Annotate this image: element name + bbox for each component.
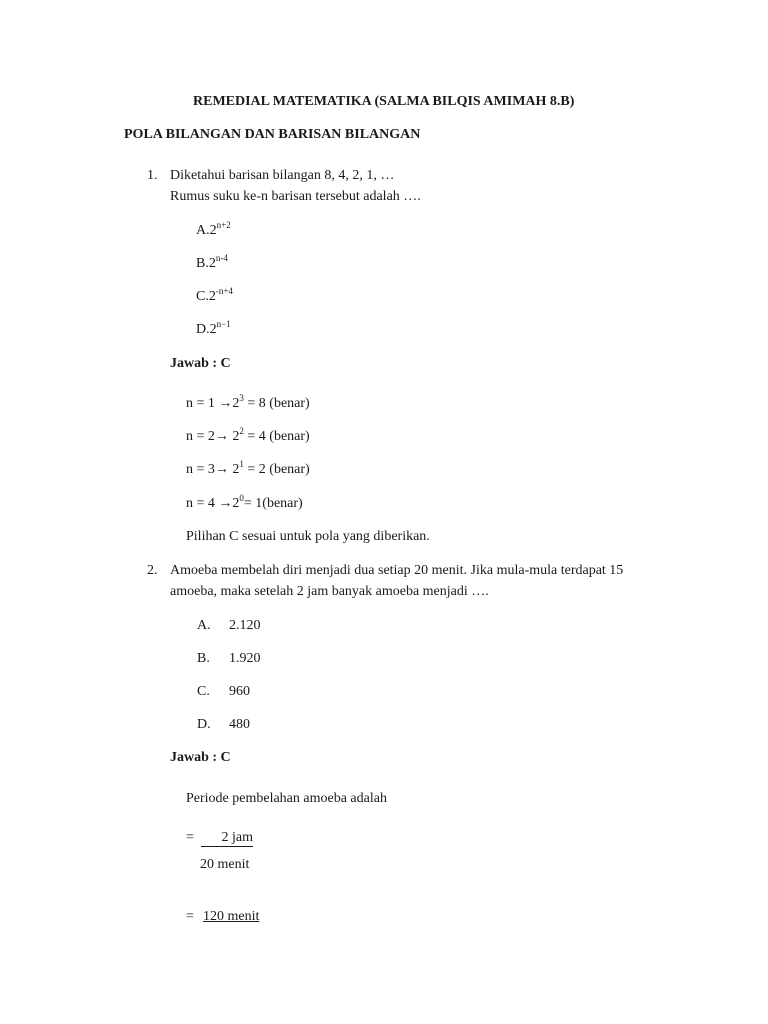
equals-sign: = — [186, 830, 194, 845]
step-prefix: n = 1 →2 — [186, 396, 240, 411]
option-value: 960 — [229, 684, 250, 699]
fraction-numerator: 2 jam — [201, 829, 253, 847]
fraction-denominator: 20 menit — [200, 857, 250, 872]
solution-conclusion: Pilihan C sesuai untuk pola yang diberikan. — [186, 529, 430, 544]
option-a — [196, 222, 231, 240]
step-prefix: n = 2→ 2 — [186, 429, 240, 444]
step-result: = 1(benar) — [243, 496, 303, 511]
option-d — [196, 321, 231, 339]
solution-text: Periode pembelahan amoeba adalah — [186, 791, 387, 806]
question-number: 2. — [147, 563, 158, 578]
equals-sign: = — [186, 909, 194, 924]
option-value: 1.920 — [229, 651, 261, 666]
question-text-line-1: Amoeba membelah diri menjadi dua setiap 20 menit. Jika mula-mula terdapat 15 — [170, 563, 624, 578]
option-exponent: n+2 — [216, 220, 231, 230]
option-label: D. — [197, 717, 211, 732]
section-heading: POLA BILANGAN DAN BARISAN BILANGAN — [124, 127, 421, 142]
question-text-line-2: Rumus suku ke-n barisan tersebut adalah …. — [170, 189, 421, 204]
solution-step-2 — [186, 428, 310, 446]
step-exponent: 1 — [239, 459, 244, 469]
answer-label: Jawab : C — [170, 356, 231, 371]
option-base: 2 — [209, 223, 217, 238]
option-value: 2.120 — [229, 618, 261, 633]
option-label: D. — [196, 322, 210, 337]
option-exponent: n-4 — [215, 253, 228, 263]
solution-step-3 — [186, 461, 310, 479]
step-result: = 2 (benar) — [243, 462, 310, 477]
step-exponent: 3 — [239, 393, 244, 403]
step-prefix: n = 4 →2 — [186, 496, 240, 511]
question-text-line-1: Diketahui barisan bilangan 8, 4, 2, 1, … — [170, 168, 395, 183]
question-text-line-2: amoeba, maka setelah 2 jam banyak amoeba menjadi …. — [170, 584, 489, 599]
option-label: A. — [197, 618, 211, 633]
option-base: 2 — [209, 322, 217, 337]
solution-step-4 — [186, 495, 303, 513]
option-label: B. — [197, 651, 210, 666]
step-result: = 8 (benar) — [243, 396, 310, 411]
step-exponent: 0 — [239, 493, 244, 503]
option-base: 2 — [208, 256, 216, 271]
option-label: C. — [196, 289, 209, 304]
question-number: 1. — [147, 168, 158, 183]
solution-step-1 — [186, 395, 310, 413]
option-value: 480 — [229, 717, 250, 732]
option-c — [196, 288, 233, 306]
option-exponent: -n+4 — [215, 286, 233, 296]
step-exponent: 2 — [239, 426, 244, 436]
step-prefix: n = 3→ 2 — [186, 462, 240, 477]
option-label: B. — [196, 256, 209, 271]
document-title: REMEDIAL MATEMATIKA (SALMA BILQIS AMIMAH 8.B) — [193, 94, 575, 109]
step-result: = 4 (benar) — [243, 429, 310, 444]
option-label: C. — [197, 684, 210, 699]
option-b — [196, 255, 228, 273]
option-base: 2 — [208, 289, 216, 304]
option-exponent: n−1 — [216, 319, 231, 329]
fraction-numerator: 120 menit — [203, 909, 260, 924]
answer-label: Jawab : C — [170, 750, 231, 765]
option-label: A. — [196, 223, 210, 238]
